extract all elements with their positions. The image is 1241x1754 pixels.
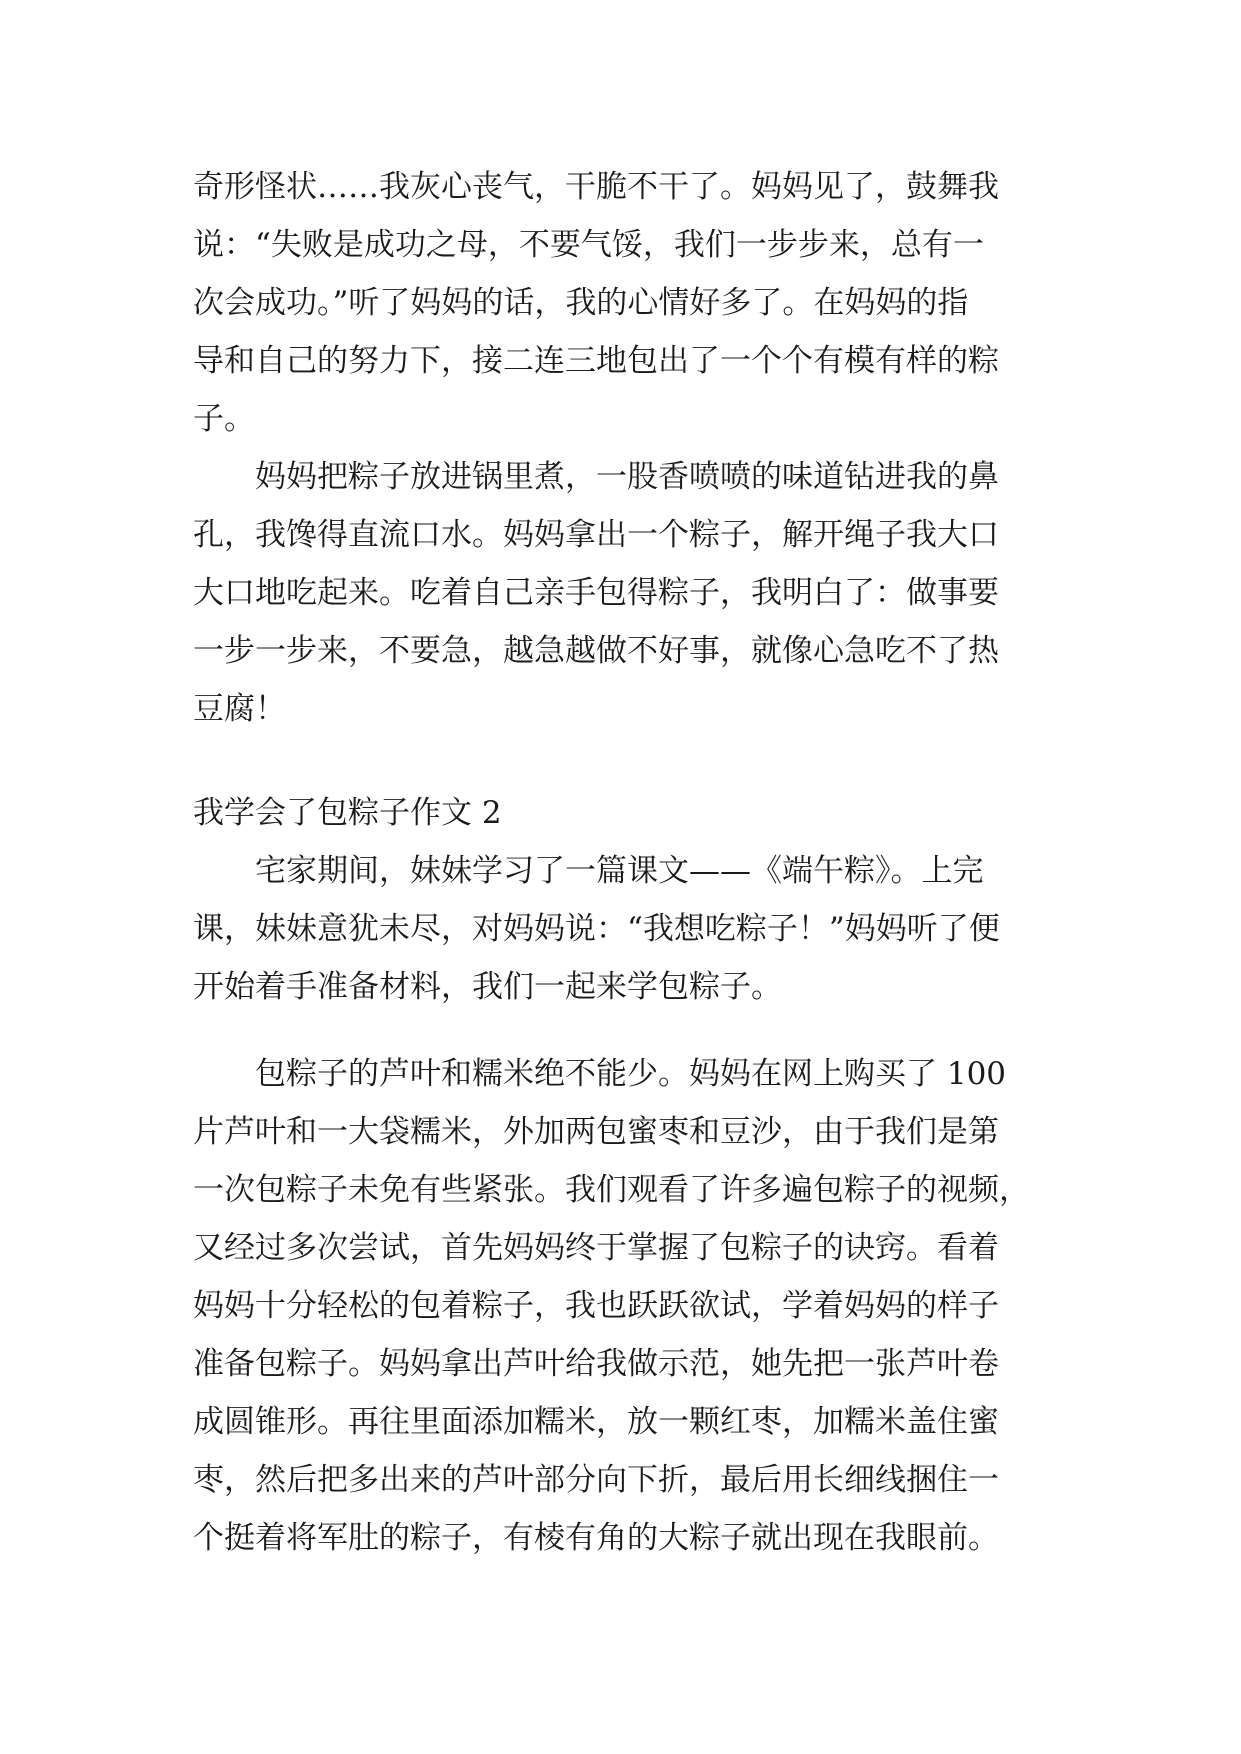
paragraph-line: 开始着手准备材料，我们一起来学包粽子。 bbox=[193, 969, 782, 1005]
paragraph-4 bbox=[193, 1045, 1063, 1567]
paragraph-line: 妈妈十分轻松的包着粽子，我也跃跃欲试，学着妈妈的样子 bbox=[193, 1288, 999, 1324]
paragraph-line: 片芦叶和一大袋糯米，外加两包蜜枣和豆沙，由于我们是第 bbox=[193, 1114, 999, 1150]
section-heading-block bbox=[193, 784, 1063, 842]
paragraph-line: 又经过多次尝试，首先妈妈终于掌握了包粽子的诀窍。看着 bbox=[193, 1230, 999, 1266]
section-heading: 我学会了包粽子作文 2 bbox=[193, 795, 502, 831]
paragraph-line: 说：“失败是成功之母，不要气馁，我们一步步来，总有一 bbox=[193, 227, 984, 263]
paragraph-line: 孔，我馋得直流口水。妈妈拿出一个粽子，解开绳子我大口 bbox=[193, 517, 999, 553]
paragraph-line: 宅家期间，妹妹学习了一篇课文——《端午粽》。上完 bbox=[193, 853, 984, 889]
paragraph-line: 一步一步来，不要急，越急越做不好事，就像心急吃不了热 bbox=[193, 633, 999, 669]
paragraph-line: 导和自己的努力下，接二连三地包出了一个个有模有样的粽 bbox=[193, 343, 999, 379]
paragraph-line: 枣，然后把多出来的芦叶部分向下折，最后用长细线捆住一 bbox=[193, 1462, 999, 1498]
paragraph-line: 次会成功。”听了妈妈的话，我的心情好多了。在妈妈的指 bbox=[193, 285, 969, 321]
paragraph-2 bbox=[193, 448, 1063, 738]
paragraph-line: 成圆锥形。再往里面添加糯米，放一颗红枣，加糯米盖住蜜 bbox=[193, 1404, 999, 1440]
paragraph-line: 准备包粽子。妈妈拿出芦叶给我做示范，她先把一张芦叶卷 bbox=[193, 1346, 999, 1382]
paragraph-line: 豆腐！ bbox=[193, 691, 286, 727]
paragraph-line: 包粽子的芦叶和糯米绝不能少。妈妈在网上购买了 100 bbox=[193, 1056, 1007, 1092]
paragraph-3 bbox=[193, 842, 1063, 1016]
paragraph-line: 个挺着将军肚的粽子，有棱有角的大粽子就出现在我眼前。 bbox=[193, 1520, 999, 1556]
paragraph-1 bbox=[193, 158, 1063, 448]
paragraph-line: 大口地吃起来。吃着自己亲手包得粽子，我明白了：做事要 bbox=[193, 575, 999, 611]
paragraph-line: 课，妹妹意犹未尽，对妈妈说：“我想吃粽子！”妈妈听了便 bbox=[193, 911, 1000, 947]
paragraph-line: 子。 bbox=[193, 401, 255, 437]
paragraph-line: 奇形怪状……我灰心丧气，干脆不干了。妈妈见了，鼓舞我 bbox=[193, 169, 999, 205]
paragraph-line: 一次包粽子未免有些紧张。我们观看了许多遍包粽子的视频， bbox=[193, 1172, 1030, 1208]
paragraph-line: 妈妈把粽子放进锅里煮，一股香喷喷的味道钻进我的鼻 bbox=[193, 459, 999, 495]
